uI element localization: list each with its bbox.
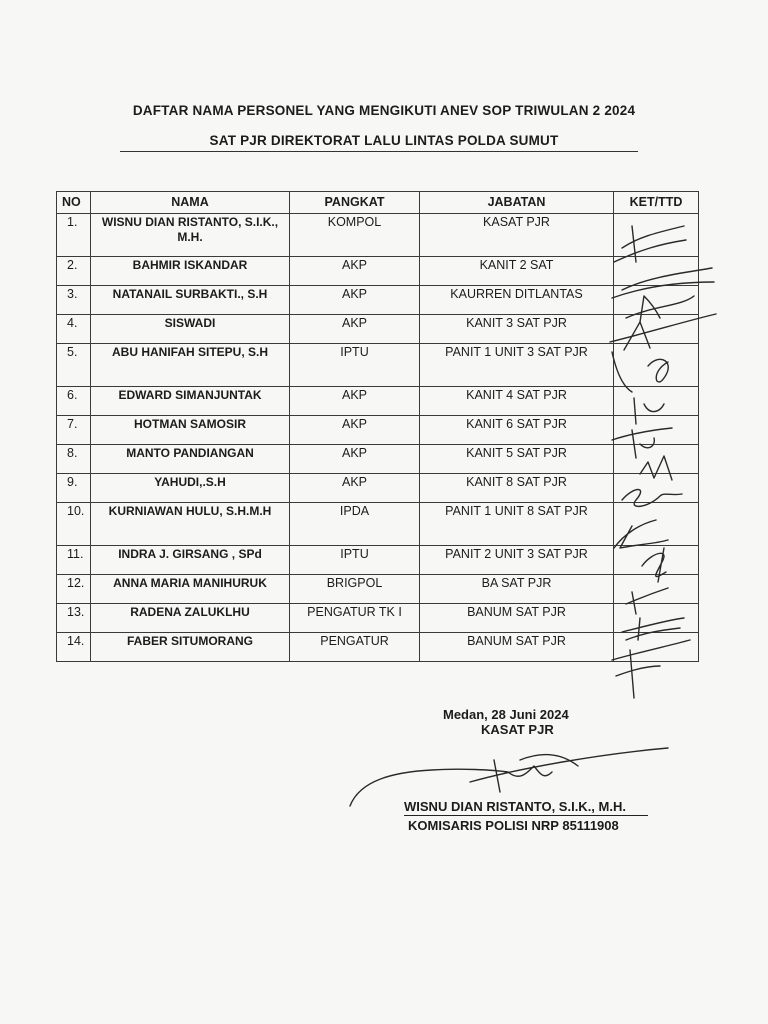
row-name: EDWARD SIMANJUNTAK bbox=[91, 387, 290, 416]
title-underline bbox=[120, 151, 638, 152]
table-row bbox=[57, 604, 699, 633]
table-row bbox=[57, 257, 699, 286]
row-signature-cell bbox=[614, 344, 699, 387]
row-signature-cell bbox=[614, 315, 699, 344]
signatory-rank-nrp: KOMISARIS POLISI NRP 85111908 bbox=[408, 818, 619, 833]
row-name: YAHUDI,.S.H bbox=[91, 474, 290, 503]
row-position: KANIT 8 SAT PJR bbox=[420, 474, 614, 503]
row-no: 9. bbox=[57, 474, 91, 503]
row-no: 10. bbox=[57, 503, 91, 546]
table-row bbox=[57, 445, 699, 474]
header-nama: NAMA bbox=[91, 192, 290, 214]
row-name: HOTMAN SAMOSIR bbox=[91, 416, 290, 445]
row-position: KASAT PJR bbox=[420, 214, 614, 257]
row-name: INDRA J. GIRSANG , SPd bbox=[91, 546, 290, 575]
row-rank: AKP bbox=[290, 257, 420, 286]
header-jabatan: JABATAN bbox=[420, 192, 614, 214]
signatory-role: KASAT PJR bbox=[481, 722, 554, 737]
row-position: PANIT 1 UNIT 8 SAT PJR bbox=[420, 503, 614, 546]
place-date: Medan, 28 Juni 2024 bbox=[443, 707, 569, 722]
row-position: BANUM SAT PJR bbox=[420, 604, 614, 633]
signatory-underline bbox=[404, 815, 648, 816]
row-rank: PENGATUR bbox=[290, 633, 420, 662]
row-no: 14. bbox=[57, 633, 91, 662]
table-row bbox=[57, 503, 699, 546]
row-rank: BRIGPOL bbox=[290, 575, 420, 604]
table-row bbox=[57, 344, 699, 387]
row-position: KAURREN DITLANTAS bbox=[420, 286, 614, 315]
row-name: BAHMIR ISKANDAR bbox=[91, 257, 290, 286]
table-row bbox=[57, 286, 699, 315]
row-rank: IPTU bbox=[290, 344, 420, 387]
document-title: DAFTAR NAMA PERSONEL YANG MENGIKUTI ANEV SOP TRIWULAN 2 2024 bbox=[132, 103, 636, 118]
table-row bbox=[57, 387, 699, 416]
table-row bbox=[57, 214, 699, 257]
row-position: KANIT 5 SAT PJR bbox=[420, 445, 614, 474]
row-no: 3. bbox=[57, 286, 91, 315]
table-row bbox=[57, 416, 699, 445]
row-no: 1. bbox=[57, 214, 91, 257]
signatory-name: WISNU DIAN RISTANTO, S.I.K., M.H. bbox=[404, 799, 626, 814]
header-ket: KET/TTD bbox=[614, 192, 699, 214]
row-name: KURNIAWAN HULU, S.H.M.H bbox=[91, 503, 290, 546]
header-pangkat: PANGKAT bbox=[290, 192, 420, 214]
row-position: BANUM SAT PJR bbox=[420, 633, 614, 662]
row-name: WISNU DIAN RISTANTO, S.I.K., M.H. bbox=[91, 214, 290, 257]
row-position: BA SAT PJR bbox=[420, 575, 614, 604]
row-no: 12. bbox=[57, 575, 91, 604]
row-position: KANIT 3 SAT PJR bbox=[420, 315, 614, 344]
table-row bbox=[57, 546, 699, 575]
row-signature-cell bbox=[614, 503, 699, 546]
row-no: 2. bbox=[57, 257, 91, 286]
document-subtitle: SAT PJR DIREKTORAT LALU LINTAS POLDA SUMUT bbox=[209, 133, 559, 148]
row-signature-cell bbox=[614, 546, 699, 575]
row-no: 4. bbox=[57, 315, 91, 344]
table-header-row bbox=[57, 192, 699, 214]
row-position: KANIT 6 SAT PJR bbox=[420, 416, 614, 445]
row-position: PANIT 1 UNIT 3 SAT PJR bbox=[420, 344, 614, 387]
row-rank: AKP bbox=[290, 286, 420, 315]
row-rank: AKP bbox=[290, 474, 420, 503]
row-position: KANIT 2 SAT bbox=[420, 257, 614, 286]
row-name: MANTO PANDIANGAN bbox=[91, 445, 290, 474]
row-name: NATANAIL SURBAKTI., S.H bbox=[91, 286, 290, 315]
table-row bbox=[57, 474, 699, 503]
row-signature-cell bbox=[614, 214, 699, 257]
row-rank: AKP bbox=[290, 445, 420, 474]
signature-kasat bbox=[350, 748, 668, 806]
table-row bbox=[57, 575, 699, 604]
table-row bbox=[57, 633, 699, 662]
row-signature-cell bbox=[614, 286, 699, 315]
row-signature-cell bbox=[614, 575, 699, 604]
row-no: 6. bbox=[57, 387, 91, 416]
row-no: 13. bbox=[57, 604, 91, 633]
row-signature-cell bbox=[614, 257, 699, 286]
row-signature-cell bbox=[614, 445, 699, 474]
table-row bbox=[57, 315, 699, 344]
row-signature-cell bbox=[614, 474, 699, 503]
row-no: 11. bbox=[57, 546, 91, 575]
row-signature-cell bbox=[614, 387, 699, 416]
row-no: 5. bbox=[57, 344, 91, 387]
row-rank: IPTU bbox=[290, 546, 420, 575]
row-name: RADENA ZALUKLHU bbox=[91, 604, 290, 633]
row-no: 7. bbox=[57, 416, 91, 445]
row-signature-cell bbox=[614, 604, 699, 633]
row-name: FABER SITUMORANG bbox=[91, 633, 290, 662]
row-rank: PENGATUR TK I bbox=[290, 604, 420, 633]
row-rank: AKP bbox=[290, 387, 420, 416]
row-signature-cell bbox=[614, 633, 699, 662]
row-name: ABU HANIFAH SITEPU, S.H bbox=[91, 344, 290, 387]
row-signature-cell bbox=[614, 416, 699, 445]
row-rank: KOMPOL bbox=[290, 214, 420, 257]
row-rank: IPDA bbox=[290, 503, 420, 546]
row-rank: AKP bbox=[290, 315, 420, 344]
row-position: KANIT 4 SAT PJR bbox=[420, 387, 614, 416]
row-no: 8. bbox=[57, 445, 91, 474]
row-rank: AKP bbox=[290, 416, 420, 445]
row-name: ANNA MARIA MANIHURUK bbox=[91, 575, 290, 604]
row-name: SISWADI bbox=[91, 315, 290, 344]
personnel-table bbox=[56, 191, 699, 662]
row-position: PANIT 2 UNIT 3 SAT PJR bbox=[420, 546, 614, 575]
header-no: NO bbox=[57, 192, 91, 214]
